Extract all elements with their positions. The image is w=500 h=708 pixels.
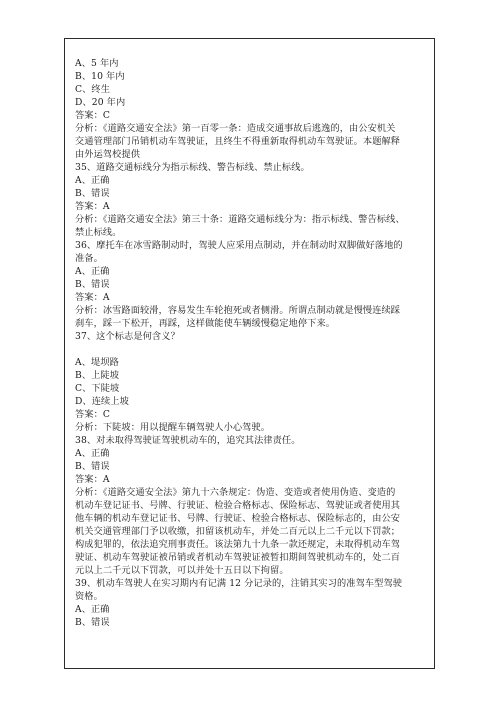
analysis-line: 分析：《道路交通安全法》第一百零一条：造成交通事故后逃逸的，由公安机关 [75,123,396,134]
option-line: A、正确 [75,266,110,277]
analysis-line: 分析：《道路交通安全法》第三十条：道路交通标线分为：指示标线、警告标线、 [75,214,405,225]
option-line: D、20 年内 [75,97,126,108]
question-line: 38、对未取得驾驶证驾驶机动车的，追究其法律责任。 [75,435,301,446]
analysis-line: 元以上二千元以下罚款，可以并处十五日以下拘留。 [75,565,289,576]
analysis-line: 构成犯罪的，依法追究刑事责任。该法第九十九条一款还规定，未取得机动车驾 [75,539,401,550]
option-line: A、堤坝路 [75,357,119,368]
analysis-line: 分析：《道路交通安全法》第九十六条规定：伪造、变造或者使用伪造、变造的 [75,487,396,498]
answer-line: 答案：A [75,201,110,212]
analysis-line: 由外运驾校提供 [75,149,141,160]
answer-line: 答案：A [75,292,110,303]
question-line: 35、道路交通标线分为指示标线、警告标线、禁止标线。 [75,162,310,173]
analysis-line: 分析：冰雪路面较滑，容易发生车轮抱死或者侧滑。所谓点制动就是慢慢连续踩 [75,305,401,316]
analysis-line: 机动车登记证书、号牌、行驶证、检验合格标志、保险标志、驾驶证或者使用其 [75,500,401,511]
question-line: 39、机动车驾驶人在实习期内有记满 12 分记录的，注销其实习的准驾车型驾驶 [75,578,403,589]
question-line: 资格。 [75,591,103,602]
analysis-line: 驶证、机动车驾驶证被吊销或者机动车驾驶证被暂扣期间驾驶机动车的，处二百 [75,552,401,563]
analysis-line: 机关交通管理部门予以收缴，扣留该机动车，并处二百元以上二千元以下罚款； [75,526,401,537]
option-line: B、错误 [75,188,110,199]
answer-line: 答案：C [75,409,110,420]
option-line: B、错误 [75,461,110,472]
option-line: A、正确 [75,448,110,459]
answer-line: 答案：C [75,110,110,121]
question-line: 36、摩托车在冰雪路制动时，驾驶人应采用点制动，并在制动时双脚做好落地的 [75,240,403,251]
analysis-line: 他车辆的机动车登记证书、号牌、行驶证、检验合格标志、保险标志的，由公安 [75,513,401,524]
question-line: 37、这个标志是何含义？ [75,331,180,342]
option-line: B、错误 [75,279,110,290]
analysis-line: 刹车，踩一下松开，再踩，这样做能使车辆缓慢稳定地停下来。 [75,318,336,329]
blank-line [75,343,427,356]
question-line: 准备。 [75,253,103,264]
answer-line: 答案：A [75,474,110,485]
option-line: C、下陡坡 [75,383,120,394]
option-line: A、正确 [75,175,110,186]
analysis-line: 分析：下陡坡：用以提醒车辆驾驶人小心驾驶。 [75,422,271,433]
document-body [75,57,427,629]
option-line: A、正确 [75,604,110,615]
option-line: B、上陡坡 [75,370,120,381]
option-line: A、5 年内 [75,58,119,69]
option-line: C、终生 [75,84,110,95]
option-line: B、错误 [75,617,110,628]
analysis-line: 交通管理部门吊销机动车驾驶证，且终生不得重新取得机动车驾驶证。本题解释 [75,136,401,147]
option-line: D、连续上坡 [75,396,129,407]
option-line: B、10 年内 [75,71,125,82]
analysis-line: 禁止标线。 [75,227,122,238]
